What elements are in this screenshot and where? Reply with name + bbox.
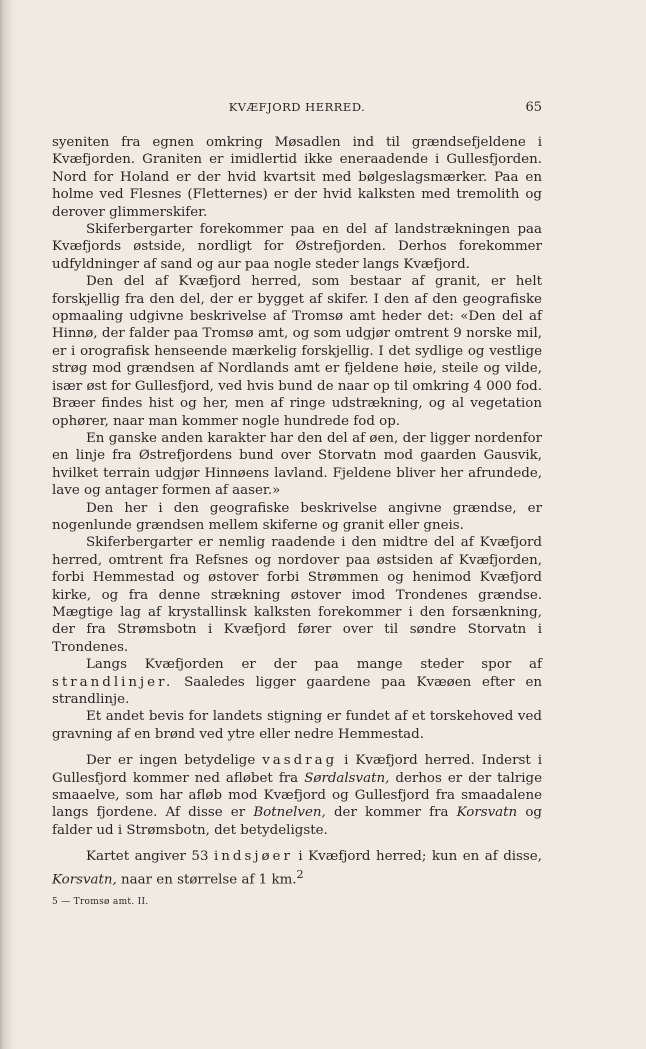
body-text bbox=[52, 134, 542, 889]
paragraph-9 bbox=[52, 752, 542, 839]
p10-superscript: 2 bbox=[296, 867, 304, 881]
running-header bbox=[52, 100, 542, 120]
p10-text-c: naar en størrelse af 1 km. bbox=[116, 872, 297, 888]
page-edge-shadow bbox=[0, 0, 14, 1049]
paragraph-5: Den her i den geografiske beskrivelse angivne grændse, er nogenlunde grændsen mellem skiferne og granit eller gneis. bbox=[52, 500, 542, 533]
signature-footnote: 5 — Tromsø amt. II. bbox=[52, 896, 149, 907]
p9-italic-1: Sørdalsvatn, bbox=[304, 770, 390, 786]
p9-spaced-term: vasdrag bbox=[262, 753, 338, 769]
p10-text-a: Kartet angiver 53 bbox=[86, 849, 214, 865]
paragraph-8: Et andet bevis for landets stigning er fundet af et torskehoved ved gravning af en brønd ved ytre eller nedre Hemmestad. bbox=[52, 709, 542, 742]
p9-text-c: derhos er der talrige smaaelve, som har afløb mod Kvæfjord og Gullesfjord fra smaadalene langs fjordene. Af disse er bbox=[52, 770, 542, 821]
page-number: 65 bbox=[525, 100, 542, 115]
p9-italic-2: Botnelven, bbox=[253, 805, 326, 821]
p9-text-d: der kommer fra bbox=[325, 805, 457, 821]
p7-spaced-term: strandlinjer. bbox=[52, 674, 174, 690]
page-content bbox=[52, 100, 542, 907]
p9-text-b: i Kvæfjord herred. Inderst i Gullesfjord kommer ned afløbet fra bbox=[52, 753, 542, 786]
p7-text-a: Langs Kvæfjorden er der paa mange steder spor af bbox=[86, 657, 542, 673]
paragraph-6: Skiferbergarter er nemlig raadende i den midtre del af Kvæfjord herred, omtrent fra Refsnes og nordover paa østsiden af Kvæfjorden, forbi Hemmestad og østover forbi Strømmen og henimod Kvæfjord kirke, og fra denne strækning østover imod Trondenes grændse. Mægtige lag af krystallinsk kalksten forekommer i den forsænkning, der fra Strømsbotn i Kvæfjord fører over til søndre Storvatn i Trondenes. bbox=[52, 535, 542, 655]
p10-spaced-term: indsjøer bbox=[213, 849, 293, 865]
p9-text-a: Der er ingen betydelige bbox=[86, 753, 263, 769]
paragraph-7 bbox=[52, 656, 542, 708]
paragraph-4: En ganske anden karakter har den del af øen, der ligger nordenfor en linje fra Østrefjordens bund over Storvatn mod gaarden Gausvik, hvilket terrain udgjør Hinnøens lavland. Fjeldene bliver her afrundede, lave og antager formen af aaser.» bbox=[52, 430, 542, 499]
p7-text-b: Saaledes ligger gaardene paa Kvæøen efter en strandlinje. bbox=[52, 674, 542, 707]
p9-text-e: og falder ud i Strømsbotn, det betydeligste. bbox=[52, 805, 542, 838]
paragraph-10 bbox=[52, 848, 542, 888]
page-title: KVÆFJORD HERRED. bbox=[228, 100, 366, 114]
paragraph-3: Den del af Kvæfjord herred, som bestaar af granit, er helt forskjellig fra den del, der er bygget af skifer. I den af den geografiske opmaaling udgivne beskrivelse af Tromsø amt heder det: «Den del af Hinnø, der falder paa Tromsø amt, og som udgjør omtrent 9 norske mil, er i orografisk henseende mærkelig forskjellig. I det sydlige og vestlige strøg mod grændsen af Nordlands amt er fjeldene høie, steile og vilde, især øst for Gullesfjord, ved hvis bund de naar op til omkring 4 000 fod. Bræer findes hist og her, men af ringe udstrækning, og al vegetation ophører, naar man kommer nogle hundrede fod op. bbox=[52, 274, 542, 429]
paragraph-1: syeniten fra egnen omkring Møsadlen ind til grændsefjeldene i Kvæfjorden. Graniten er imidlertid ikke eneraadende i Gullesfjorden. Nord for Holand er der hvid kvartsit med bølgeslagsmærker. Paa en holme ved Flesnes (Fletternes) er der hvid kalksten med tremolith og derover glimmerskifer. bbox=[52, 135, 542, 220]
p10-text-b: i Kvæfjord herred; kun en af disse, bbox=[292, 849, 542, 865]
paragraph-2: Skiferbergarter forekommer paa en del af landstrækningen paa Kvæfjords østside, nordligt for Østrefjorden. Derhos forekommer udfyldninger af sand og aur paa nogle steder langs Kvæfjord. bbox=[52, 222, 542, 272]
p10-italic-1: Korsvatn, bbox=[52, 872, 117, 888]
p9-italic-3: Korsvatn bbox=[456, 805, 518, 821]
